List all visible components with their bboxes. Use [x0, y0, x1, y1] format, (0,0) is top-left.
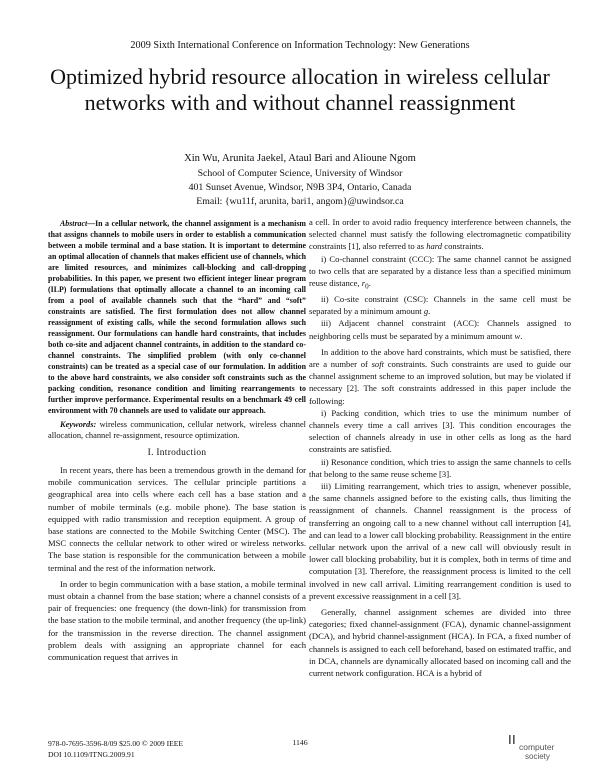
soft-limiting-rearrangement: iii) Limiting rearrangement, which tries to assign, whenever possible, the same channels assigned before to the existing calls, thus limiting the reassignment of channels. Channel reassignment is the process of transferring an ongoing call to a new channel without call interruption [4], and can lead to a lower call blocking probability. Reassignment in the entire cellular network upon the arrival of a new call will obviously result in lower call blocking probability, but it is complex, both in terms of time and computation [3]. Therefore, the reassignment process is limited to the cell involved in new call arrival. Limiting rearrangement condition is used to prevent excessive reassignment in a cell [3].	[309, 480, 571, 601]
soft-resonance-condition: ii) Resonance condition, which tries to assign the same channels to cells that belong to the same reuse scheme [3].	[309, 456, 571, 479]
abstract-label: Abstract	[60, 219, 88, 228]
footer-isbn: 978-0-7695-3596-8/09 $25.00 © 2009 IEEE	[48, 739, 184, 748]
constraint-ccc: i) Co-channel constraint (CCC): The same channel cannot be assigned to two cells that are separated by a distance less than a specified minimum reuse distance, $r_0$.	[309, 253, 571, 291]
text-run: a cell. In order to avoid radio frequency interference between channels, the selected channel must satisfy the following electromagnetic compatibility constraints [1], also referred to as	[309, 217, 571, 252]
body-paragraph-hard-constraints	[309, 216, 571, 253]
constraint-acc: iii) Adjacent channel constraint (ACC): Channels assigned to neighboring cells must be separated by a minimum amount w.	[309, 318, 571, 341]
symbol-w: w	[514, 330, 521, 341]
logo-text-computer: computer	[519, 742, 555, 752]
abstract-text: —In a cellular network, the channel assignment is a mechanism that assigns channels to mobile users in order to establish a communication between a mobile terminal and a base station. It is important to determine an optimal allocation of channels that makes efficient use of channels, which are limited resources, and minimizes call-blocking and call-dropping probabilities. In this paper, we present two efficient integer linear program (ILP) formulations that optimally allocate a channel to an incoming call from a pool of available channels such that the “hard” and “soft” constraints are satisfied. The first formulation does not allow channel reassignment of existing calls, while the second formulation allows such reassignment. Our formulations can handle hard constraints, that includes both co-site and adjacent channel contraints, in addition to the standard co-channel constraints. The simplified problem (with only co-channel constraints) can be treated as a special case of our formulation. In addition to the above hard constraints, we also consider soft constraints such as the packing condition, resonance condition and limiting rearrangements to further improve performance. Experimental results on a benchmark 49 cell environment with 70 channels are used to validate our approach.	[48, 219, 306, 415]
computer-society-logo-icon	[503, 733, 565, 763]
logo-mark	[509, 735, 515, 744]
abstract	[48, 218, 306, 416]
logo-text-society: society	[525, 752, 550, 761]
symbol-r: r	[361, 278, 366, 289]
keywords-text: wireless communication, cellular network, wireless channel allocation, channel re-assignment, resource optimization.	[48, 420, 306, 441]
subscript-zero: 0	[365, 282, 369, 291]
emphasis-hard: hard	[426, 241, 443, 252]
page-number: 1146	[292, 738, 308, 747]
soft-packing-condition: i) Packing condition, which tries to use the minimum number of channels every time a call arrives [3]. This condition encourages the selection of channels already in use in other cells as long as the hard constraints are satisfied.	[309, 407, 571, 455]
affiliation-school: School of Computer Science, University of Windsor	[197, 168, 403, 179]
affiliation-address: 401 Sunset Avenue, Windsor, N9B 3P4, Ontario, Canada	[188, 182, 412, 193]
text-run: i) Co-channel constraint (CCC): The same channel cannot be assigned to two cells that are separated by a distance less than a specified minimum reuse distance,	[309, 253, 571, 289]
keywords-label: Keywords:	[60, 420, 97, 429]
constraint-csc: ii) Co-site constraint (CSC): Channels in the same cell must be separated by a minimum amount g.	[309, 293, 571, 317]
text-run: ii) Co-site constraint (CSC): Channels in the same cell must be separated by a minimum amount	[309, 293, 571, 317]
text-run: constraints. Such constraints are used to guide our channel assignment scheme to an improved solution, but may be violated if necessary [2]. The soft constraints addressed in this paper include the following:	[309, 358, 571, 406]
body-paragraph-channel-schemes: Generally, channel assignment schemes are divided into three categories; fixed channel-assignment (FCA), dynamic channel-assignment (DCA), and hybrid channel-assignment (HCA). In FCA, a fixed number of channels is assigned to each cell beforehand, based on estimated traffic, and in DCA, channels are dynamically allocated based on incoming call and the current network configuration. HCA is a hybrid of	[309, 607, 571, 679]
conference-header: 2009 Sixth International Conference on Information Technology: New Generations	[130, 40, 470, 51]
emphasis-soft: soft	[371, 358, 384, 369]
symbol-g: g	[423, 306, 429, 317]
text-run: constraints.	[444, 241, 484, 252]
keywords	[48, 419, 306, 442]
body-paragraph-soft-constraints	[309, 346, 571, 407]
footer-doi: DOI 10.1109/ITNG.2009.91	[48, 750, 135, 759]
text-run: In addition to the above hard constraints, which must be satisfied, there are a number of	[309, 346, 571, 369]
intro-paragraph-1: In recent years, there has been a tremendous growth in the demand for mobile communication services. The cellular principle partitions a geographical area into cells where each cell has a base station and a number of mobile terminals (e.g. mobile phone). The base station is equipped with radio transmission and reception equipment. A group of base stations are connected to the Mobile Switching Center (MSC). The MSC connects the cellular network to other wired or wireless networks. The base station is responsible for the communication between a mobile terminal and the rest of the information network.	[48, 465, 306, 573]
left-column	[48, 218, 306, 663]
text-run: iii) Adjacent channel constraint (ACC): Channels assigned to neighboring cells must be separated by a minimum amount	[309, 318, 571, 341]
intro-paragraph-2: In order to begin communication with a base station, a mobile terminal must obtain a channel from the base station; where a channel consists of a pair of frequencies: one frequency (the down-link) for transmission from the base station to the mobile terminal, and another frequency (the up-link) for the transmission in the reverse direction. The channel assignment problem deals with assigning an appropriate channel for each communication request that arrives in	[48, 578, 306, 663]
section-heading-introduction: I. Introduction	[147, 447, 207, 458]
paper-authors: Xin Wu, Arunita Jaekel, Ataul Bari and Alioune Ngom	[184, 153, 416, 164]
right-column	[309, 216, 571, 679]
affiliation-email: Email: {wu11f, arunita, bari1, angom}@uwindsor.ca	[196, 196, 404, 207]
paper-title: Optimized hybrid resource allocation in wireless cellular networks with and without channel reassignment	[50, 64, 550, 115]
